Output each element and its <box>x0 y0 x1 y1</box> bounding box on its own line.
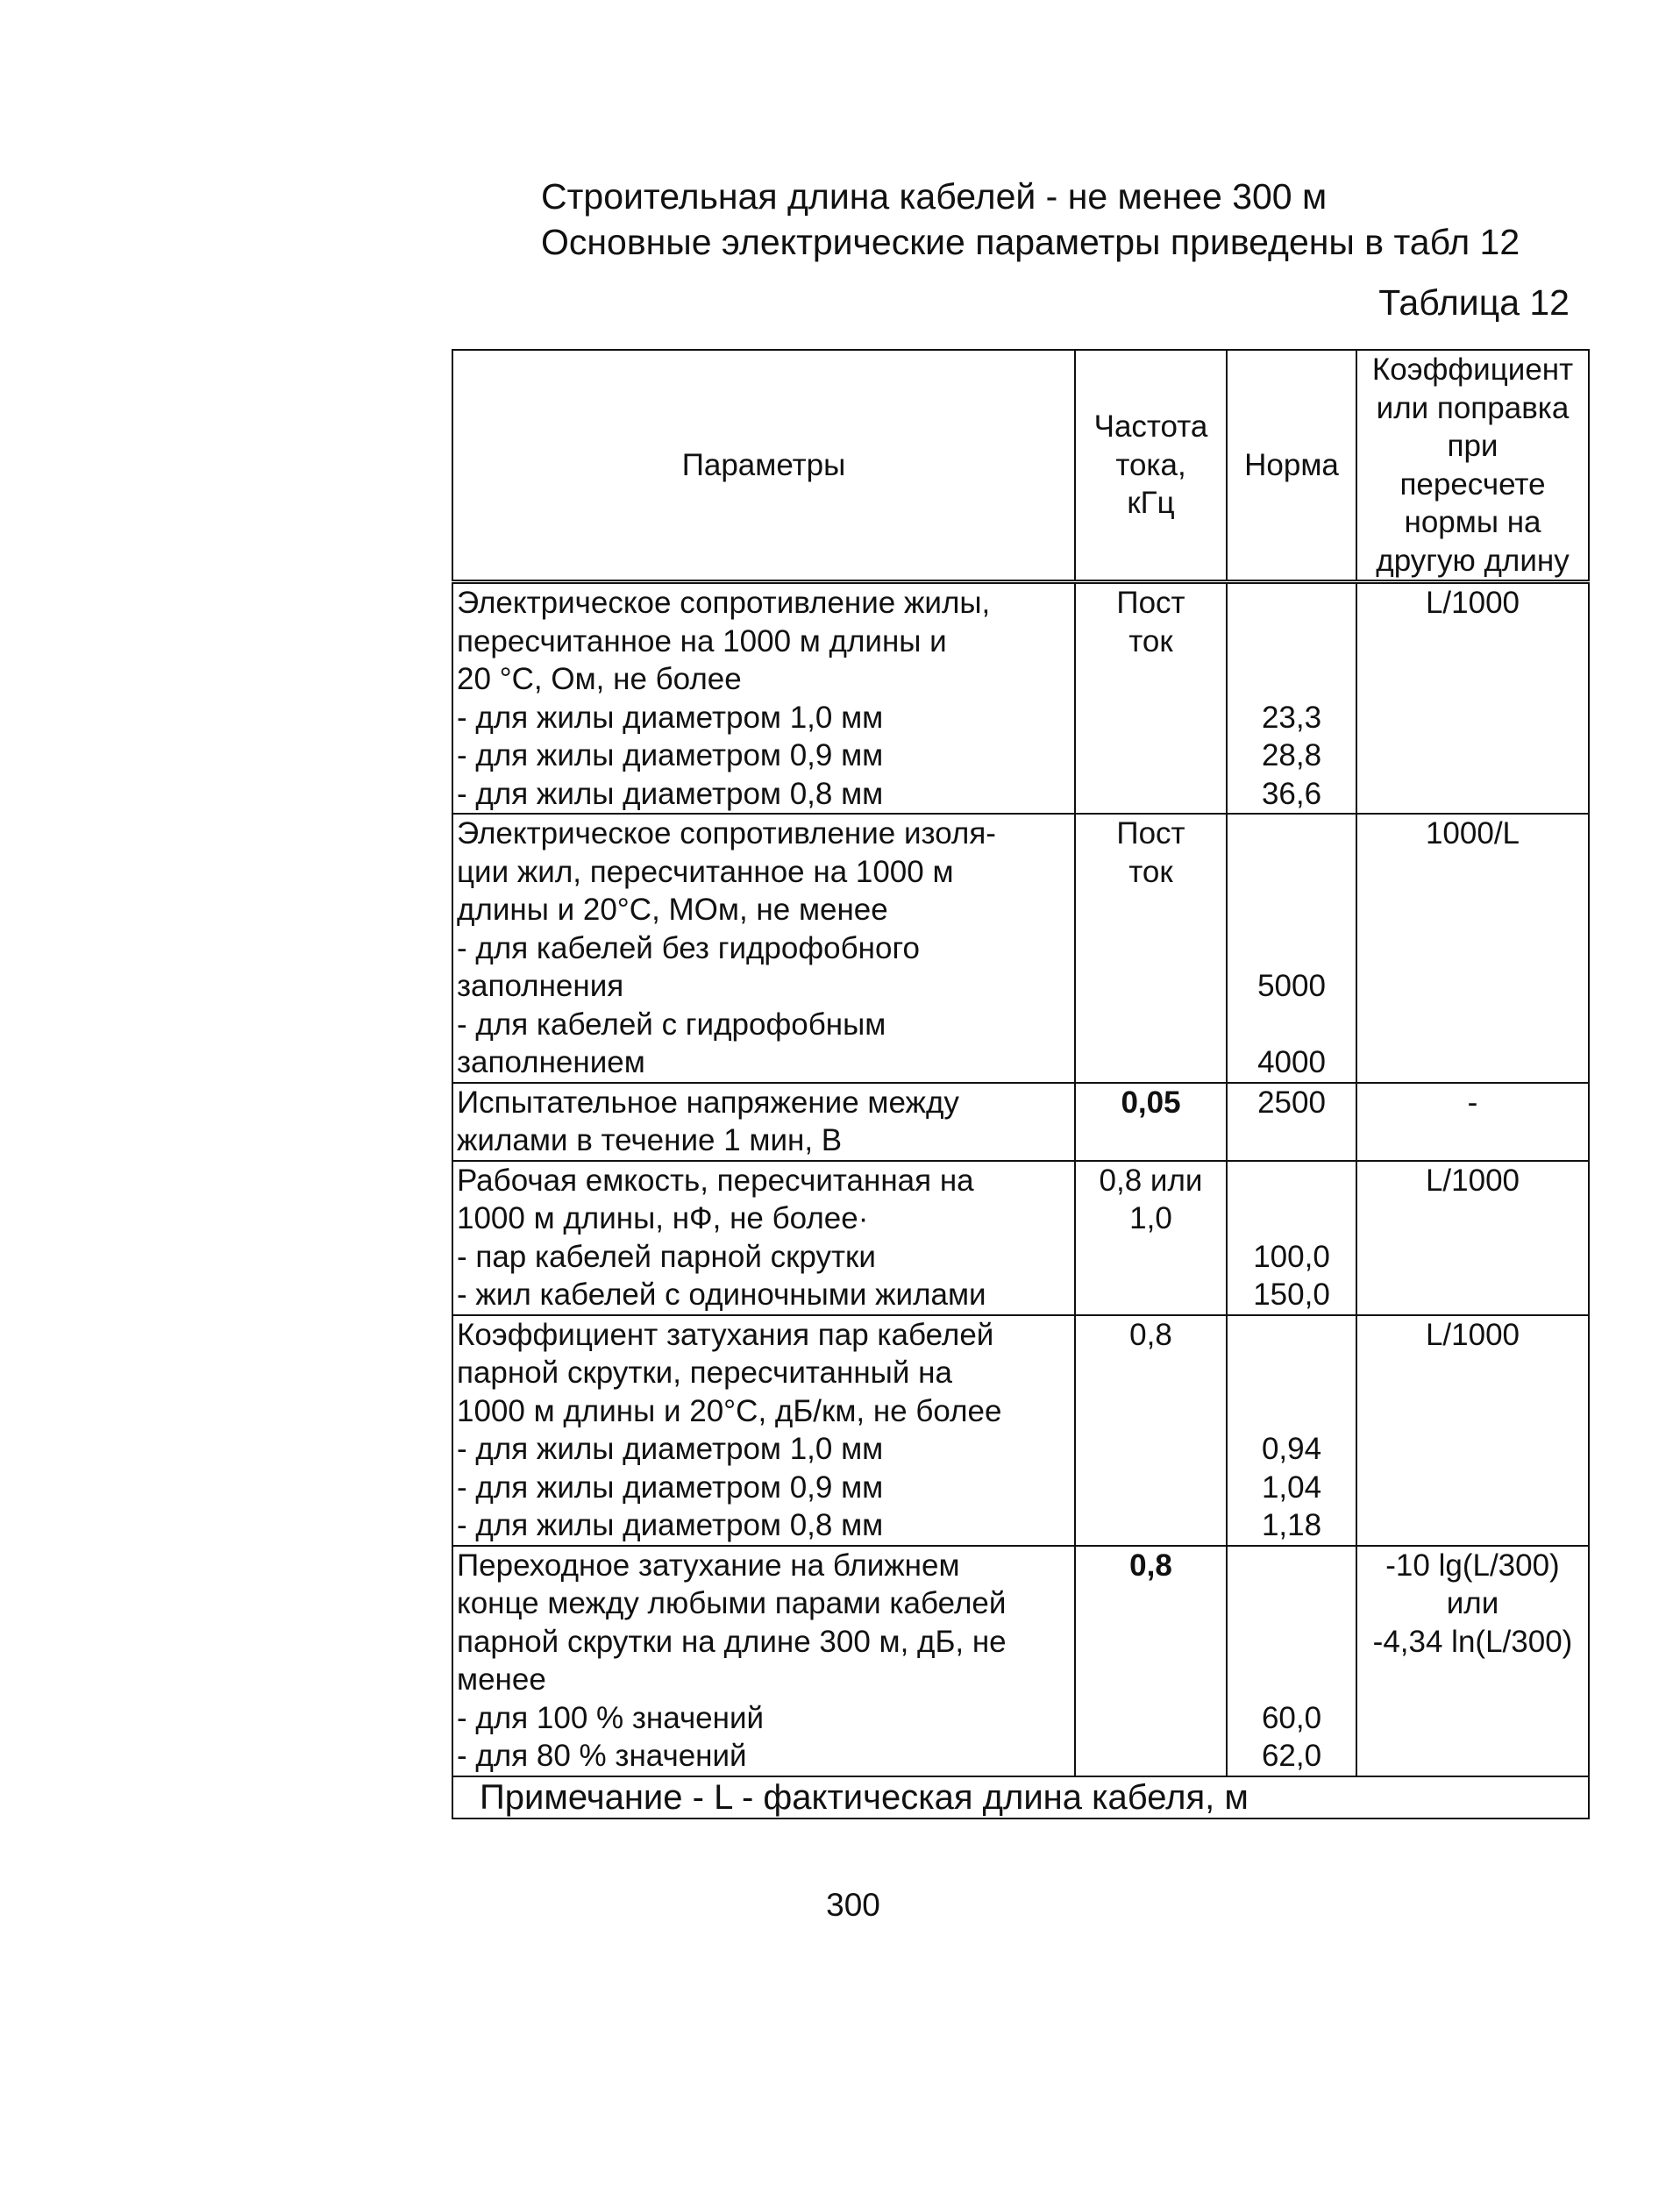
parameters-table <box>452 349 1590 1819</box>
page-number: 300 <box>826 1887 880 1923</box>
row-coefficient: L/1000 <box>1356 1161 1589 1315</box>
row-frequency: 0,8 <box>1075 1546 1227 1776</box>
table-note: Примечание - L - фактическая длина кабеля, м <box>452 1776 1589 1818</box>
intro-text <box>541 174 1520 265</box>
table-row <box>452 814 1589 1083</box>
row-frequency: Пост ток <box>1075 814 1227 1083</box>
row-parameter: Электрическое сопротивление жилы, пересчитанное на 1000 м длины и 20 °С, Ом, не более - для жилы диаметром 1,0 мм - для жилы диаметром 0,9 мм - для жилы диаметром 0,8 мм <box>452 582 1075 815</box>
row-norm: 2500 <box>1227 1083 1356 1161</box>
row-parameter: Рабочая емкость, пересчитанная на 1000 м длины, нФ, не более· - пар кабелей парной скрутки - жил кабелей с одиночными жилами <box>452 1161 1075 1315</box>
row-parameter: Переходное затухание на ближнем конце между любыми парами кабелей парной скрутки на длине 300 м, дБ, не менее - для 100 % значений - для 80 % значений <box>452 1546 1075 1776</box>
table-row <box>452 1083 1589 1161</box>
row-coefficient: -10 lg(L/300) или -4,34 ln(L/300) <box>1356 1546 1589 1776</box>
intro-line-2: Основные электрические параметры приведены в табл 12 <box>541 222 1520 262</box>
row-coefficient: L/1000 <box>1356 1315 1589 1546</box>
row-frequency: Пост ток <box>1075 582 1227 815</box>
table-row <box>452 1161 1589 1315</box>
row-norm: 100,0 150,0 <box>1227 1161 1356 1315</box>
row-frequency: 0,8 <box>1075 1315 1227 1546</box>
row-norm: 60,0 62,0 <box>1227 1546 1356 1776</box>
header-frequency: Частота тока, кГц <box>1075 350 1227 582</box>
table-row <box>452 1546 1589 1776</box>
row-norm: 23,3 28,8 36,6 <box>1227 582 1356 815</box>
header-coefficient: Коэффициент или поправка при пересчете нормы на другую длину <box>1356 350 1589 582</box>
row-parameter: Испытательное напряжение между жилами в течение 1 мин, В <box>452 1083 1075 1161</box>
table-caption: Таблица 12 <box>1378 282 1570 323</box>
table-header-row <box>452 350 1589 582</box>
row-coefficient: L/1000 <box>1356 582 1589 815</box>
header-norm: Норма <box>1227 350 1356 582</box>
row-coefficient: 1000/L <box>1356 814 1589 1083</box>
intro-line-1: Строительная длина кабелей - не менее 300 м <box>541 176 1328 217</box>
table-row <box>452 1315 1589 1546</box>
table-note-row <box>452 1776 1589 1818</box>
row-norm: 5000 4000 <box>1227 814 1356 1083</box>
row-frequency: 0,05 <box>1075 1083 1227 1161</box>
row-parameter: Электрическое сопротивление изоля- ции жил, пересчитанное на 1000 м длины и 20°С, МОм, не менее - для кабелей без гидрофобного заполнения - для кабелей с гидрофобным заполнением <box>452 814 1075 1083</box>
row-parameter: Коэффициент затухания пар кабелей парной скрутки, пересчитанный на 1000 м длины и 20°С, дБ/км, не более - для жилы диаметром 1,0 мм - для жилы диаметром 0,9 мм - для жилы диаметром 0,8 мм <box>452 1315 1075 1546</box>
row-frequency: 0,8 или 1,0 <box>1075 1161 1227 1315</box>
header-parameters: Параметры <box>452 350 1075 582</box>
row-coefficient: - <box>1356 1083 1589 1161</box>
table-row <box>452 582 1589 815</box>
row-norm: 0,94 1,04 1,18 <box>1227 1315 1356 1546</box>
